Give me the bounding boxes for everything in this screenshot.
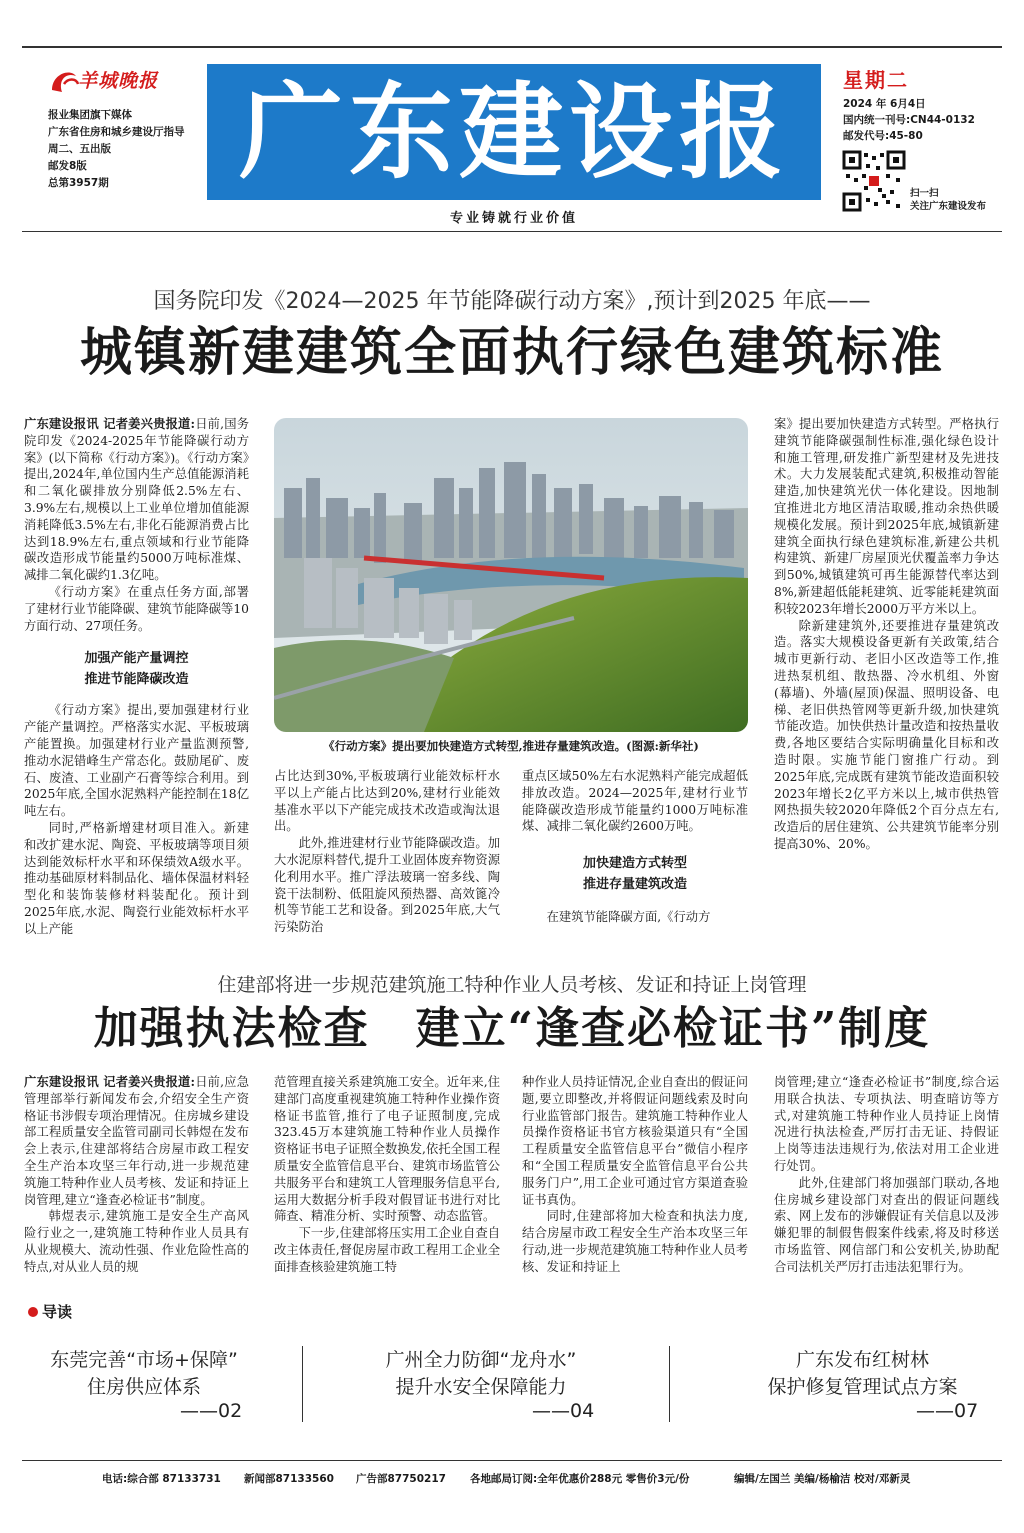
- guide-divider: [669, 1346, 670, 1422]
- meta-line: 周二、五出版: [48, 143, 111, 155]
- guide-item-line: 广东发布红树林: [795, 1349, 929, 1371]
- meta-line: 总第3957期: [48, 177, 109, 189]
- guide-item-line: 保护修复管理试点方案: [767, 1376, 958, 1398]
- guide-item-line: 提升水安全保障能力: [395, 1376, 567, 1398]
- article2-col1: [24, 1074, 249, 1276]
- article2-paragraph: 岗管理;建立“逢查必检证书”制度,综合运用联合执法、专项执法、明查暗访等方式,对建筑施工特种作业人员持证上岗情况进行执法检查,严厉打击无证、持假证上岗等违法违规行为,依法对用工企业进行处罚。: [774, 1075, 999, 1173]
- meta-line: 报业集团旗下媒体: [48, 109, 132, 121]
- qr-caption-line: 扫一扫: [910, 188, 939, 199]
- article1-paragraph: 占比达到30%,平板玻璃行业能效标杆水平以上产能占比达到20%,建材行业能效基准水平以下产能完成技术改造或淘汰退出。: [274, 769, 500, 834]
- weekday: 星期二: [843, 68, 909, 92]
- guide-divider: [302, 1346, 303, 1422]
- article2-paragraph: 范管理直接关系建筑施工安全。近年来,住建部门高度重视建筑施工特种作业操作资格证书监管,推行了电子证照制度,完成323.45万本建筑施工特种作业人员操作资格证书电子证照全数换发,依托全国工程质量安全监管信息平台、建筑市场监管公共服务平台和建筑工人管理服务信息平台,运用大数据分析手段对假冒证书进行对比筛查、精准分析、实时预警、动态监管。: [274, 1075, 500, 1224]
- photo-caption: 《行动方案》提出要加快建造方式转型,推进存量建筑改造。(图源:新华社): [323, 739, 699, 753]
- qr-caption: [910, 187, 986, 213]
- footer-subscription: 各地邮局订阅:全年优惠价288元 零售价3元/份: [470, 1473, 690, 1485]
- article1-col2: [274, 768, 500, 936]
- article2-headline[interactable]: 加强执法检查 建立“逢查必检证书”制度: [93, 1003, 931, 1054]
- subhead-line: 推进存量建筑改造: [582, 877, 687, 893]
- article1-kicker: 国务院印发《2024—2025 年节能降碳行动方案》,预计到2025 年底——: [153, 289, 871, 314]
- masthead-meta-left: [48, 107, 185, 192]
- article2-paragraph: 此外,住建部门将加强部门联动,各地住房城乡建设部门对查出的假证问题线索、网上发布的涉嫌假证有关信息以及涉嫌犯罪的制假售假案件线索,将及时移送市场监管、网信部门和公安机关,协助配合司法机关严厉打击违法犯罪行为。: [774, 1175, 999, 1274]
- newspaper-title: 广东建设报: [238, 70, 789, 193]
- article1-paragraph: 日前,国务院印发《2024-2025年节能降碳行动方案》(以下简称《行动方案》)。《行动方案》提出,2024年,单位国内生产总值能源消耗和二氧化碳排放分别降低2.5%左右、3.9%左右,规模以上工业单位增加值能源消耗降低3.5%左右,非化石能源消费占比达到18.9%左右,重点领域和行业节能降碳改造形成节能量约5000万吨标准煤、减排二氧化碳约1.3亿吨。: [24, 417, 249, 583]
- guide-item-page: ——04: [532, 1400, 595, 1422]
- city-skyline-photo: [274, 418, 748, 732]
- article1-paragraph: 同时,严格新增建材项目准入。新建和改扩建水泥、陶瓷、平板玻璃等项目须达到能效标杆水平和环保绩效A级水平。推动基础原材料制品化、墙体保温材料轻型化和装饰装修材料装配化。预计到2025年底,水泥、陶瓷行业能效标杆水平以上产能: [24, 820, 249, 936]
- article1-subhead-2: [522, 853, 748, 895]
- guide-item-2[interactable]: [352, 1347, 610, 1401]
- qr-code-icon[interactable]: [842, 150, 906, 212]
- guide-label: 导读: [42, 1303, 73, 1321]
- guide-item-1[interactable]: [34, 1347, 254, 1401]
- article1-col4: [774, 416, 999, 853]
- article1-subhead-1: [24, 648, 249, 690]
- article2-paragraph: 日前,应急管理部举行新闻发布会,介绍安全生产资格证书涉假专项治理情况。住房城乡建设部工程质量安全监管司副司长韩煜在发布会上表示,住建部将结合房屋市政工程安全生产治本攻坚三年行动,进一步规范建筑施工特种作业人员考核、发证和持证上岗管理,建立“逢查必检证书”制度。: [24, 1075, 249, 1207]
- article1-paragraph: 案》提出要加快建造方式转型。严格执行建筑节能降碳强制性标准,强化绿色设计和施工管理,研发推广新型建材及先进技术。大力发展装配式建筑,积极推动智能建造,加快建筑光伏一体化建设。因地制宜推进北方地区清洁取暖,推动余热供暖规模化发展。预计到2025年底,城镇新建建筑全面执行绿色建筑标准,新建公共机构建筑、新建厂房屋顶光伏覆盖率力争达到50%,城镇建筑可再生能源替代率达到8%,新建超低能耗建筑、近零能耗建筑面积较2023年增长2000万平方米以上。: [774, 417, 999, 616]
- article2-col4: [774, 1074, 999, 1276]
- guide-item-line: 住房供应体系: [86, 1376, 201, 1398]
- article2-paragraph: 下一步,住建部将压实用工企业自查自改主体责任,督促房屋市政工程用工企业全面排查核验建筑施工特: [274, 1226, 500, 1274]
- article2-paragraph: 种作业人员持证情况,企业自查出的假证问题,要立即整改,并将假证问题线索及时向行业监管部门报告。建筑施工特种作业人员操作资格证书官方核验渠道只有“全国工程质量安全监管信息平台”微信小程序和“全国工程质量安全监管信息平台公共服务门户”,用工企业可通过官方渠道查验证书真伪。: [522, 1075, 748, 1207]
- article1-paragraph: 《行动方案》提出,要加强建材行业产能产量调控。严格落实水泥、平板玻璃产能置换。加强建材行业产量监测预警,推动水泥错峰生产常态化。鼓励尾矿、废石、废渣、工业副产石膏等综合利用。到2025年底,全国水泥熟料产能控制在18亿吨左右。: [24, 703, 249, 819]
- article1-paragraph: 除新建建筑外,还要推进存量建筑改造。落实大规模设备更新有关政策,结合城市更新行动、老旧小区改造等工作,推进热泵机组、散热器、冷水机组、外窗(幕墙)、外墙(屋顶)保温、照明设备、电梯、老旧供热管网等更新升级,加快建筑节能改造。加快供热计量改造和按热量收费,各地区要结合实际明确量化目标和改造时限。实施节能门窗推广行动。到2025年底,完成既有建筑节能改造面积较2023年增长2亿平方米以上,城市供热管网热损失较2020年降低2个百分点左右,改造后的居住建筑、公共建筑节能率分别提高30%、20%。: [774, 618, 999, 851]
- issue-date: 2024 年 6月4日: [843, 98, 926, 110]
- guide-item-page: ——02: [180, 1400, 243, 1422]
- article1-lead: 广东建设报讯 记者姜兴贵报道:: [24, 416, 196, 431]
- article1-paragraph: 《行动方案》在重点任务方面,部署了建材行业节能降碳、建筑节能降碳等10方面行动、27项任务。: [24, 584, 249, 633]
- postal-code: 邮发代号:45-80: [843, 130, 923, 142]
- guide-item-line: 东莞完善“市场+保障”: [50, 1349, 238, 1371]
- meta-line: 广东省住房和城乡建设厅指导: [48, 126, 185, 138]
- guide-bullet-icon: [28, 1307, 38, 1317]
- subhead-line: 加强产能产量调控: [84, 651, 189, 667]
- article1-col3: [522, 768, 748, 926]
- guide-item-line: 广州全力防御“龙舟水”: [385, 1349, 577, 1371]
- article2-lead: 广东建设报讯 记者姜兴贵报道:: [24, 1074, 196, 1089]
- footer-rule: [22, 1460, 1002, 1461]
- footer-phone-ad: 广告部87750217: [356, 1473, 446, 1485]
- issn: 国内统一刊号:CN44-0132: [843, 114, 975, 126]
- guide-item-3[interactable]: [730, 1347, 995, 1401]
- qr-caption-line: 关注广东建设发布: [910, 201, 987, 212]
- article1-paragraph: 在建筑节能降碳方面,《行动方: [546, 910, 711, 925]
- footer-editors: 编辑/左国兰 美编/杨榆洁 校对/邓新灵: [734, 1473, 911, 1485]
- article2-col2: [274, 1074, 500, 1276]
- logo-text: 羊城晚报: [78, 70, 159, 92]
- article1-paragraph: 此外,推进建材行业节能降碳改造。加大水泥原料替代,提升工业固体废弃物资源化利用水平。推广浮法玻璃一窑多线、陶瓷干法制粉、低阻旋风预热器、高效篦冷机等节能工艺和设备。到2025年底,大气污染防治: [274, 836, 500, 935]
- footer-phone-main: 电话:综合部 87133731: [102, 1473, 221, 1485]
- subhead-line: 推进节能降碳改造: [84, 672, 189, 688]
- subhead-line: 加快建造方式转型: [582, 856, 687, 872]
- article2-col3: [522, 1074, 748, 1276]
- guide-item-page: ——07: [916, 1400, 979, 1422]
- masthead-rule: [22, 231, 1002, 232]
- article2-kicker: 住建部将进一步规范建筑施工特种作业人员考核、发证和持证上岗管理: [217, 974, 807, 996]
- footer-phone-news: 新闻部87133560: [244, 1473, 334, 1485]
- article1-paragraph: 重点区域50%左右水泥熟料产能完成超低排放改造。2024—2025年,建材行业节能降碳改造形成节能量约1000万吨标准煤、减排二氧化碳约2600万吨。: [522, 769, 748, 834]
- article2-paragraph: 同时,住建部将加大检查和执法力度,结合房屋市政工程安全生产治本攻坚三年行动,进一步规范建筑施工特种作业人员考核、发证和持证上: [522, 1209, 748, 1274]
- top-rule: [22, 46, 1002, 48]
- masthead-meta-right: [843, 96, 975, 144]
- article1-headline[interactable]: 城镇新建建筑全面执行绿色建筑标准: [79, 322, 944, 383]
- article1-col1: [24, 416, 249, 938]
- article2-paragraph: 韩煜表示,建筑施工是安全生产高风险行业之一,建筑施工特种作业人员具有从业规模大、流动性强、作业危险性高的特点,对从业人员的规: [24, 1209, 249, 1274]
- slogan: 专业铸就行业价值: [449, 211, 578, 226]
- meta-line: 邮发8版: [48, 160, 87, 172]
